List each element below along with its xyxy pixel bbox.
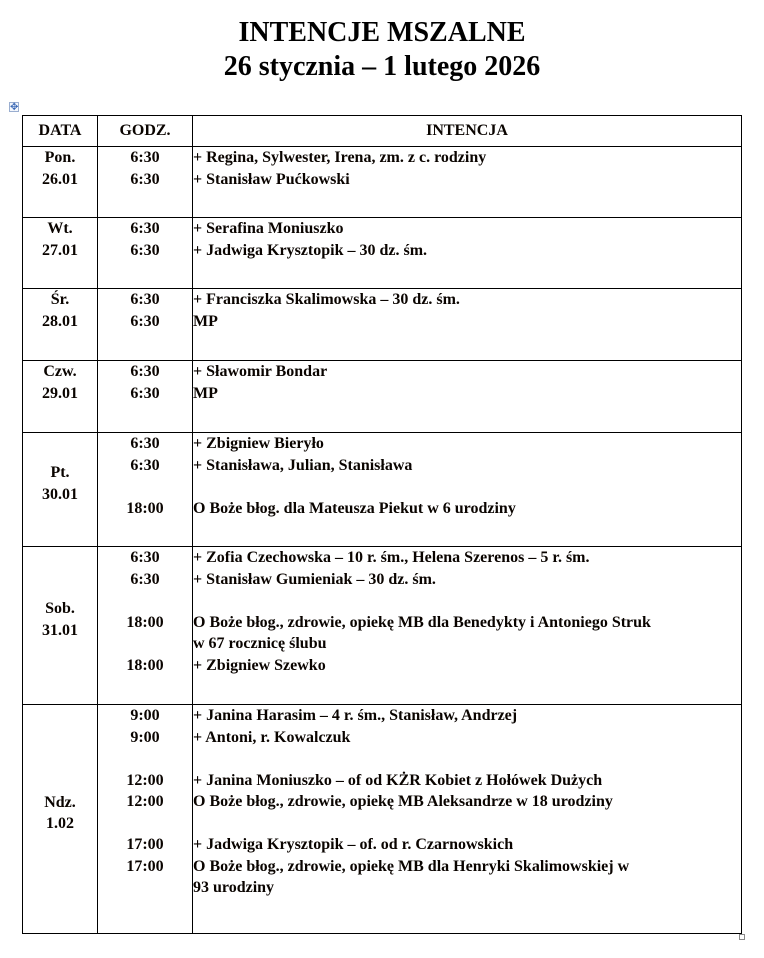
day-name: Śr.: [50, 291, 70, 308]
intention-cell: [193, 705, 742, 934]
mass-time: 17:00: [126, 836, 164, 853]
day-name: Sob.: [45, 600, 75, 617]
mass-time: 6:30: [130, 570, 160, 588]
intention-text: MP: [193, 312, 218, 330]
intention-text: + Antoni, r. Kowalczuk: [193, 728, 351, 746]
table-move-icon[interactable]: ✥: [10, 102, 19, 113]
header-intention: INTENCJA: [193, 116, 742, 147]
date-cell: [23, 705, 98, 934]
time-cell: [98, 705, 193, 934]
table-header-row: [23, 116, 742, 147]
intention-text: MP: [193, 384, 218, 402]
day-name: Ndz.: [44, 793, 76, 811]
date-cell: [23, 289, 98, 361]
spacer: [193, 813, 741, 835]
table-resize-icon[interactable]: [739, 934, 745, 940]
mass-intentions-table: [22, 115, 742, 934]
mass-time: 12:00: [126, 793, 164, 810]
spacer: [98, 748, 192, 770]
header-time: GODZ.: [98, 116, 193, 147]
table-row: [23, 289, 742, 361]
intention-text: + Serafina Moniuszko: [193, 220, 344, 237]
mass-time: 17:00: [126, 857, 164, 875]
intention-text: + Janina Moniuszko – of od KŻR Kobiet z Hołówek Dużych: [193, 771, 603, 789]
mass-time: 9:00: [130, 728, 160, 746]
spacer: [98, 633, 192, 655]
day-date: 27.01: [42, 241, 78, 259]
day-name: Pon.: [44, 149, 76, 166]
mass-time: 6:30: [130, 363, 160, 380]
date-cell: [23, 433, 98, 547]
intention-text: + Franciszka Skalimowska – 30 dz. śm.: [193, 291, 460, 308]
mass-time: 6:30: [130, 384, 160, 402]
spacer: [98, 476, 192, 498]
intention-text: + Jadwiga Krysztopik – 30 dz. śm.: [193, 241, 428, 259]
time-cell: [98, 547, 193, 705]
intention-cell: [193, 147, 742, 218]
date-cell: [23, 218, 98, 289]
day-date: 28.01: [42, 312, 78, 330]
header-date: DATA: [23, 116, 98, 147]
intention-text: + Zbigniew Szewko: [193, 656, 326, 674]
intention-text: 93 urodziny: [193, 879, 275, 896]
mass-time: 18:00: [126, 613, 164, 631]
intention-cell: [193, 218, 742, 289]
intention-text: O Boże błog., zdrowie, opiekę MB dla Benedykty i Antoniego Struk: [193, 613, 651, 631]
document-title: INTENCJE MSZALNE: [238, 17, 526, 48]
intention-text: w 67 rocznicę ślubu: [193, 635, 327, 652]
date-cell: [23, 147, 98, 218]
intention-text: + Zofia Czechowska – 10 r. śm., Helena Szerenos – 5 r. śm.: [193, 549, 590, 566]
mass-time: 6:30: [130, 170, 160, 188]
intention-cell: [193, 433, 742, 547]
table-row: [23, 547, 742, 705]
mass-time: 6:30: [130, 435, 160, 452]
time-cell: [98, 147, 193, 218]
spacer: [98, 877, 192, 899]
mass-time: 6:30: [130, 291, 160, 308]
intention-text: + Regina, Sylwester, Irena, zm. z c. rodziny: [193, 149, 487, 166]
intention-cell: [193, 361, 742, 433]
intention-text: + Stanisław Gumieniak – 30 dz. śm.: [193, 570, 436, 588]
mass-time: 18:00: [126, 499, 164, 517]
time-cell: [98, 361, 193, 433]
intention-text: + Zbigniew Bieryło: [193, 435, 324, 452]
date-cell: [23, 361, 98, 433]
intention-text: O Boże błog. dla Mateusza Piekut w 6 urodziny: [193, 499, 516, 517]
table-row: [23, 433, 742, 547]
intention-text: O Boże błog., zdrowie, opiekę MB dla Henryki Skalimowskiej w: [193, 857, 630, 875]
day-date: 31.01: [42, 621, 78, 639]
time-cell: [98, 218, 193, 289]
mass-time: 6:30: [130, 220, 160, 237]
mass-time: 6:30: [130, 312, 160, 330]
table-row: [23, 218, 742, 289]
intention-cell: [193, 547, 742, 705]
mass-time: 18:00: [126, 656, 164, 674]
mass-time: 6:30: [130, 149, 160, 166]
day-date: 29.01: [42, 384, 78, 402]
intention-text: + Janina Harasim – 4 r. śm., Stanisław, Andrzej: [193, 707, 518, 724]
intention-text: + Sławomir Bondar: [193, 363, 328, 380]
table-row: [23, 705, 742, 934]
intention-text: + Stanisław Pućkowski: [193, 170, 350, 188]
day-date: 30.01: [42, 485, 78, 503]
spacer: [193, 748, 741, 770]
time-cell: [98, 289, 193, 361]
mass-time: 9:00: [130, 707, 160, 724]
day-date: 1.02: [46, 815, 74, 832]
spacer: [98, 590, 192, 612]
table-row: [23, 147, 742, 218]
table-row: [23, 361, 742, 433]
intention-text: O Boże błog., zdrowie, opiekę MB Aleksandrze w 18 urodziny: [193, 793, 613, 810]
day-name: Czw.: [43, 363, 77, 380]
document-subtitle-date-range: 26 stycznia – 1 lutego 2026: [223, 51, 541, 82]
mass-time: 12:00: [126, 771, 164, 789]
day-name: Pt.: [50, 464, 70, 481]
spacer: [193, 476, 741, 498]
intention-cell: [193, 289, 742, 361]
mass-time: 6:30: [130, 456, 160, 474]
spacer: [193, 590, 741, 612]
mass-time: 6:30: [130, 241, 160, 259]
date-cell: [23, 547, 98, 705]
intention-text: + Stanisława, Julian, Stanisława: [193, 456, 413, 474]
intention-text: + Jadwiga Krysztopik – of. od r. Czarnowskich: [193, 836, 514, 853]
spacer: [98, 813, 192, 835]
day-name: Wt.: [47, 220, 73, 237]
mass-time: 6:30: [130, 549, 160, 566]
time-cell: [98, 433, 193, 547]
day-date: 26.01: [42, 170, 78, 188]
